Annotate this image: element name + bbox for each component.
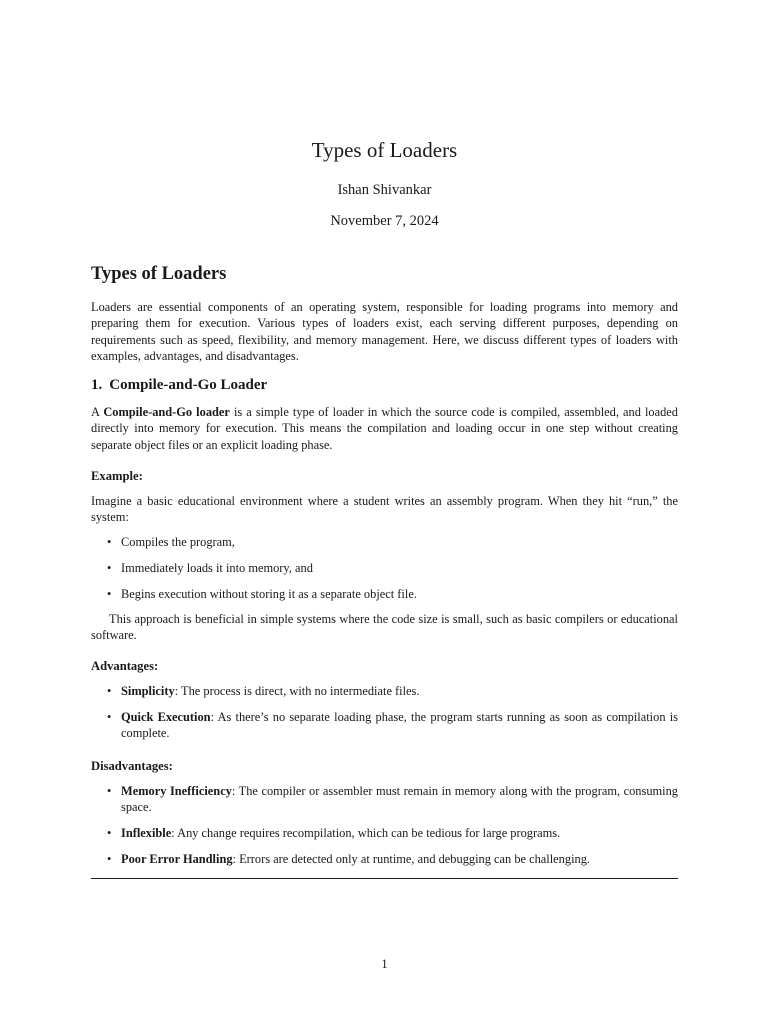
definition-text: is a simple type of loader in which the source code is compiled, assembled, and loaded directly into memory for execution. This means the compilation and loading occur in one step without creating separate object files or an explicit loading phase. [91,405,678,452]
list-item: • Inflexible: Any change requires recompilation, which can be tedious for large programs. [107,826,561,841]
example-heading: Example: [91,469,143,483]
definition-paragraph [91,404,678,453]
section-heading: Types of Loaders [91,264,227,284]
document-author: Ishan Shivankar [337,182,432,198]
document-title: Types of Loaders [311,138,458,162]
disadvantages-list [91,783,678,867]
intro-paragraph: Loaders are essential components of an operating system, responsible for loading programs into memory and preparing them for execution. Various types of loaders exist, each serving different purposes, depending on requirements such as speed, flexibility, and memory management. Here, we discuss different types of loaders with examples, advantages, and disadvantages. [91,300,678,363]
horizontal-rule [91,878,678,879]
page-number: 1 [381,957,388,971]
example-intro: Imagine a basic educational environment where a student writes an assembly program. When they hit “run,” the system: [91,494,678,525]
document-date: November 7, 2024 [330,213,439,229]
disadvantages-heading: Disadvantages: [91,759,173,773]
definition-prefix: A [91,405,104,419]
advantages-heading: Advantages: [91,659,159,673]
list-item: • Compiles the program, [107,535,235,549]
list-item: • Poor Error Handling: Errors are detected only at runtime, and debugging can be challenging. [107,851,591,866]
list-item: • Quick Execution: As there’s no separate loading phase, the program starts running as soon as compilation is complete. [107,709,678,741]
example-closing: This approach is beneficial in simple systems where the code size is small, such as basic compilers or educational software. [91,612,678,643]
subsection-number: 1. [91,377,103,393]
list-item: • Begins execution without storing it as a separate object file. [107,586,417,601]
list-item: • Simplicity: The process is direct, with no intermediate files. [107,684,420,698]
subsection-title: Compile-and-Go Loader [109,377,268,393]
document-page [91,0,678,1024]
subsection-heading [91,377,267,394]
list-item: • Immediately loads it into memory, and [107,560,313,575]
advantages-list [91,683,678,741]
definition-term: Compile-and-Go loader [103,405,230,419]
example-list [91,534,678,602]
list-item: • Memory Inefficiency: The compiler or assembler must remain in memory along with the program, consuming space. [107,784,678,815]
